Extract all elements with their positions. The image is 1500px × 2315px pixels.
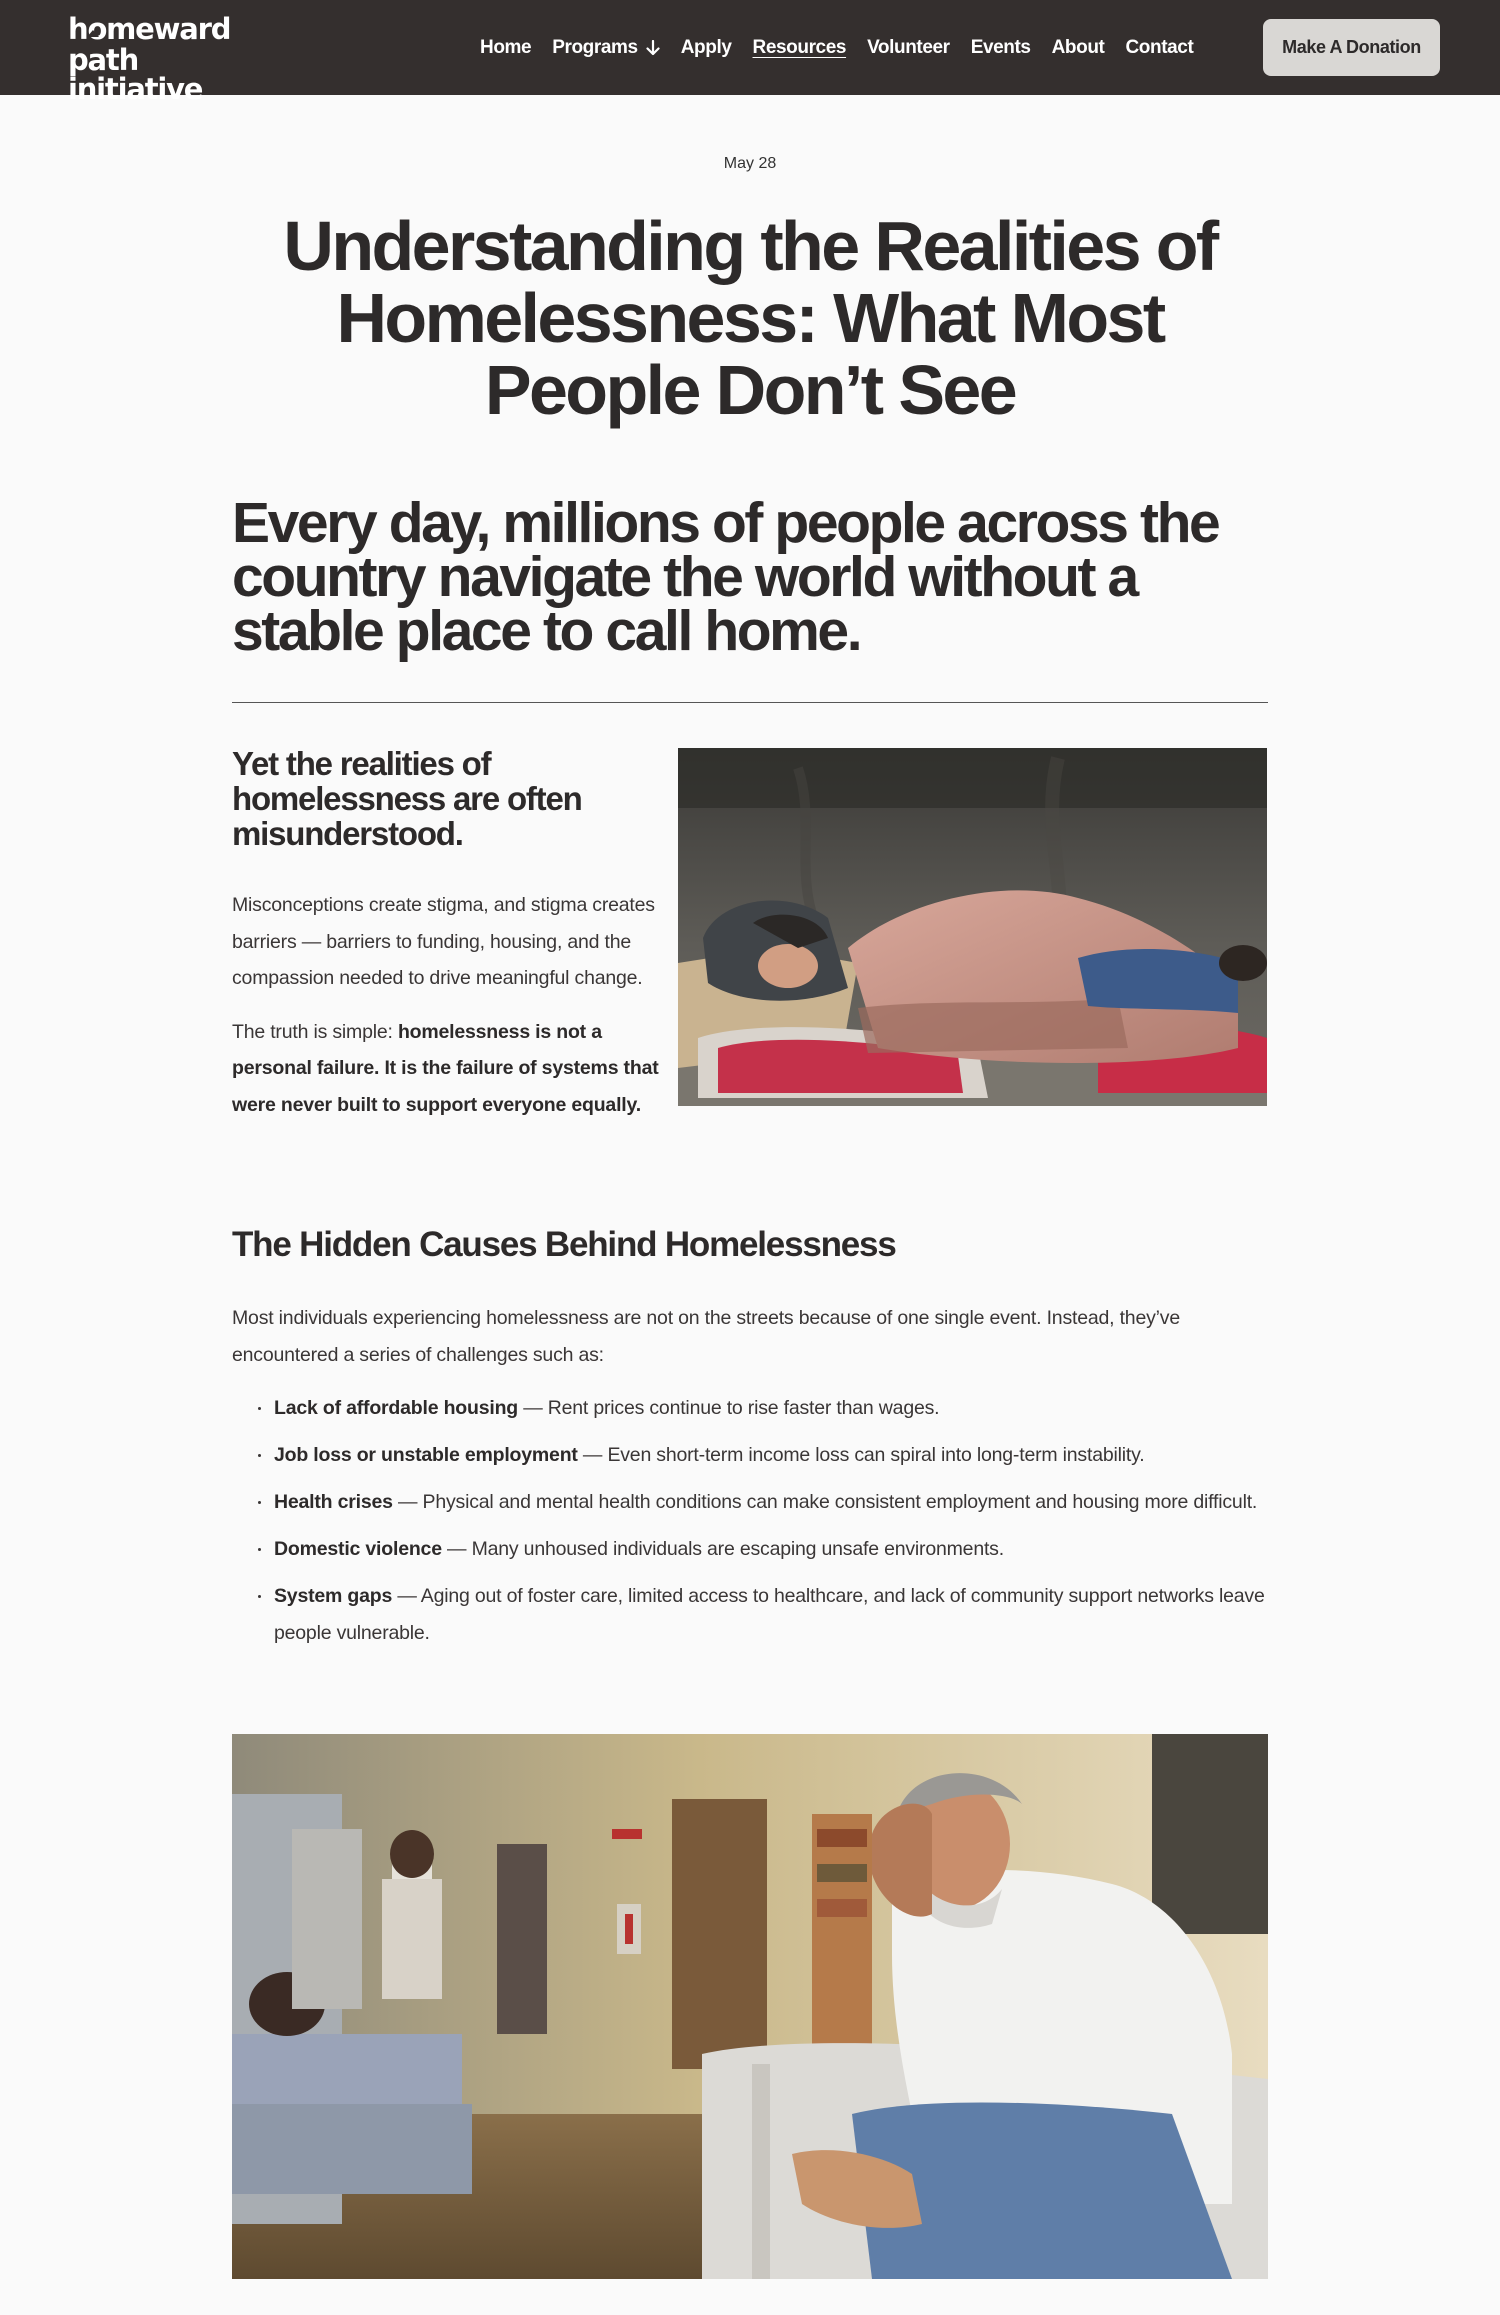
cause-desc: — Rent prices continue to rise faster than wages. bbox=[518, 1397, 940, 1419]
list-item bbox=[258, 1437, 1268, 1474]
house-roof-icon bbox=[87, 30, 99, 37]
list-item bbox=[258, 1484, 1268, 1521]
truth-intro: The truth is simple: bbox=[232, 1020, 398, 1043]
cause-term: Job loss or unstable employment bbox=[274, 1444, 578, 1466]
nav-resources[interactable]: Resources bbox=[752, 36, 847, 58]
truth-statement: homelessness is not a personal failure. It is the failure of systems that were never built to support everyone equally. bbox=[232, 1020, 659, 1116]
nav-contact[interactable]: Contact bbox=[1125, 36, 1194, 58]
divider bbox=[232, 702, 1268, 703]
shelter-photo bbox=[232, 1734, 1268, 2279]
list-item bbox=[258, 1578, 1268, 1652]
page-title: Understanding the Realities of Homelessness: What Most People Don’t See bbox=[283, 207, 1217, 429]
nav-programs[interactable] bbox=[552, 37, 660, 59]
section-intro: Most individuals experiencing homelessness are not on the streets because of one single event. Instead, they’ve encountered a series of challenges such as: bbox=[232, 1307, 1180, 1366]
cause-term: Domestic violence bbox=[274, 1538, 442, 1560]
subheading: Yet the realities of homelessness are often misunderstood. bbox=[232, 745, 582, 852]
nav-programs-label: Programs bbox=[552, 36, 638, 58]
intro-column bbox=[232, 746, 662, 1123]
donate-button[interactable]: Make A Donation bbox=[1263, 19, 1440, 76]
post-date: May 28 bbox=[723, 155, 777, 172]
main-nav bbox=[480, 0, 1214, 95]
list-item bbox=[258, 1390, 1268, 1427]
nav-volunteer[interactable]: Volunteer bbox=[867, 36, 950, 58]
section-heading: The Hidden Causes Behind Homelessness bbox=[232, 1225, 896, 1264]
sleeping-person-photo bbox=[678, 748, 1267, 1106]
nav-apply[interactable]: Apply bbox=[680, 36, 732, 58]
site-header bbox=[0, 0, 1500, 106]
list-item bbox=[258, 1531, 1268, 1568]
nav-about[interactable]: About bbox=[1051, 36, 1105, 58]
cause-term: System gaps bbox=[274, 1585, 393, 1607]
nav-home[interactable]: Home bbox=[480, 36, 532, 58]
arrow-down-icon bbox=[646, 40, 660, 56]
logo-line-1: homeward bbox=[68, 12, 231, 46]
cause-desc: — Even short-term income loss can spiral into long-term instability. bbox=[577, 1444, 1145, 1466]
cause-term: Health crises bbox=[274, 1491, 393, 1513]
site-logo[interactable] bbox=[68, 12, 258, 106]
nav-events[interactable]: Events bbox=[970, 36, 1031, 58]
cause-term: Lack of affordable housing bbox=[274, 1397, 518, 1419]
logo-line-2: path initiative bbox=[68, 43, 203, 106]
lead-statement: Every day, millions of people across the country navigate the world without a stable place to call home. bbox=[232, 491, 1219, 663]
cause-desc: — Many unhoused individuals are escaping unsafe environments. bbox=[441, 1538, 1004, 1560]
cause-desc: — Aging out of foster care, limited access to healthcare, and lack of community support networks leave people vulnerable. bbox=[274, 1585, 1265, 1644]
cause-desc: — Physical and mental health conditions can make consistent employment and housing more difficult. bbox=[392, 1491, 1258, 1513]
paragraph-truth bbox=[232, 1014, 662, 1124]
causes-list bbox=[258, 1390, 1268, 1662]
paragraph-misconceptions: Misconceptions create stigma, and stigma creates barriers — barriers to funding, housing, and the compassion needed to drive meaningful change. bbox=[232, 894, 655, 989]
